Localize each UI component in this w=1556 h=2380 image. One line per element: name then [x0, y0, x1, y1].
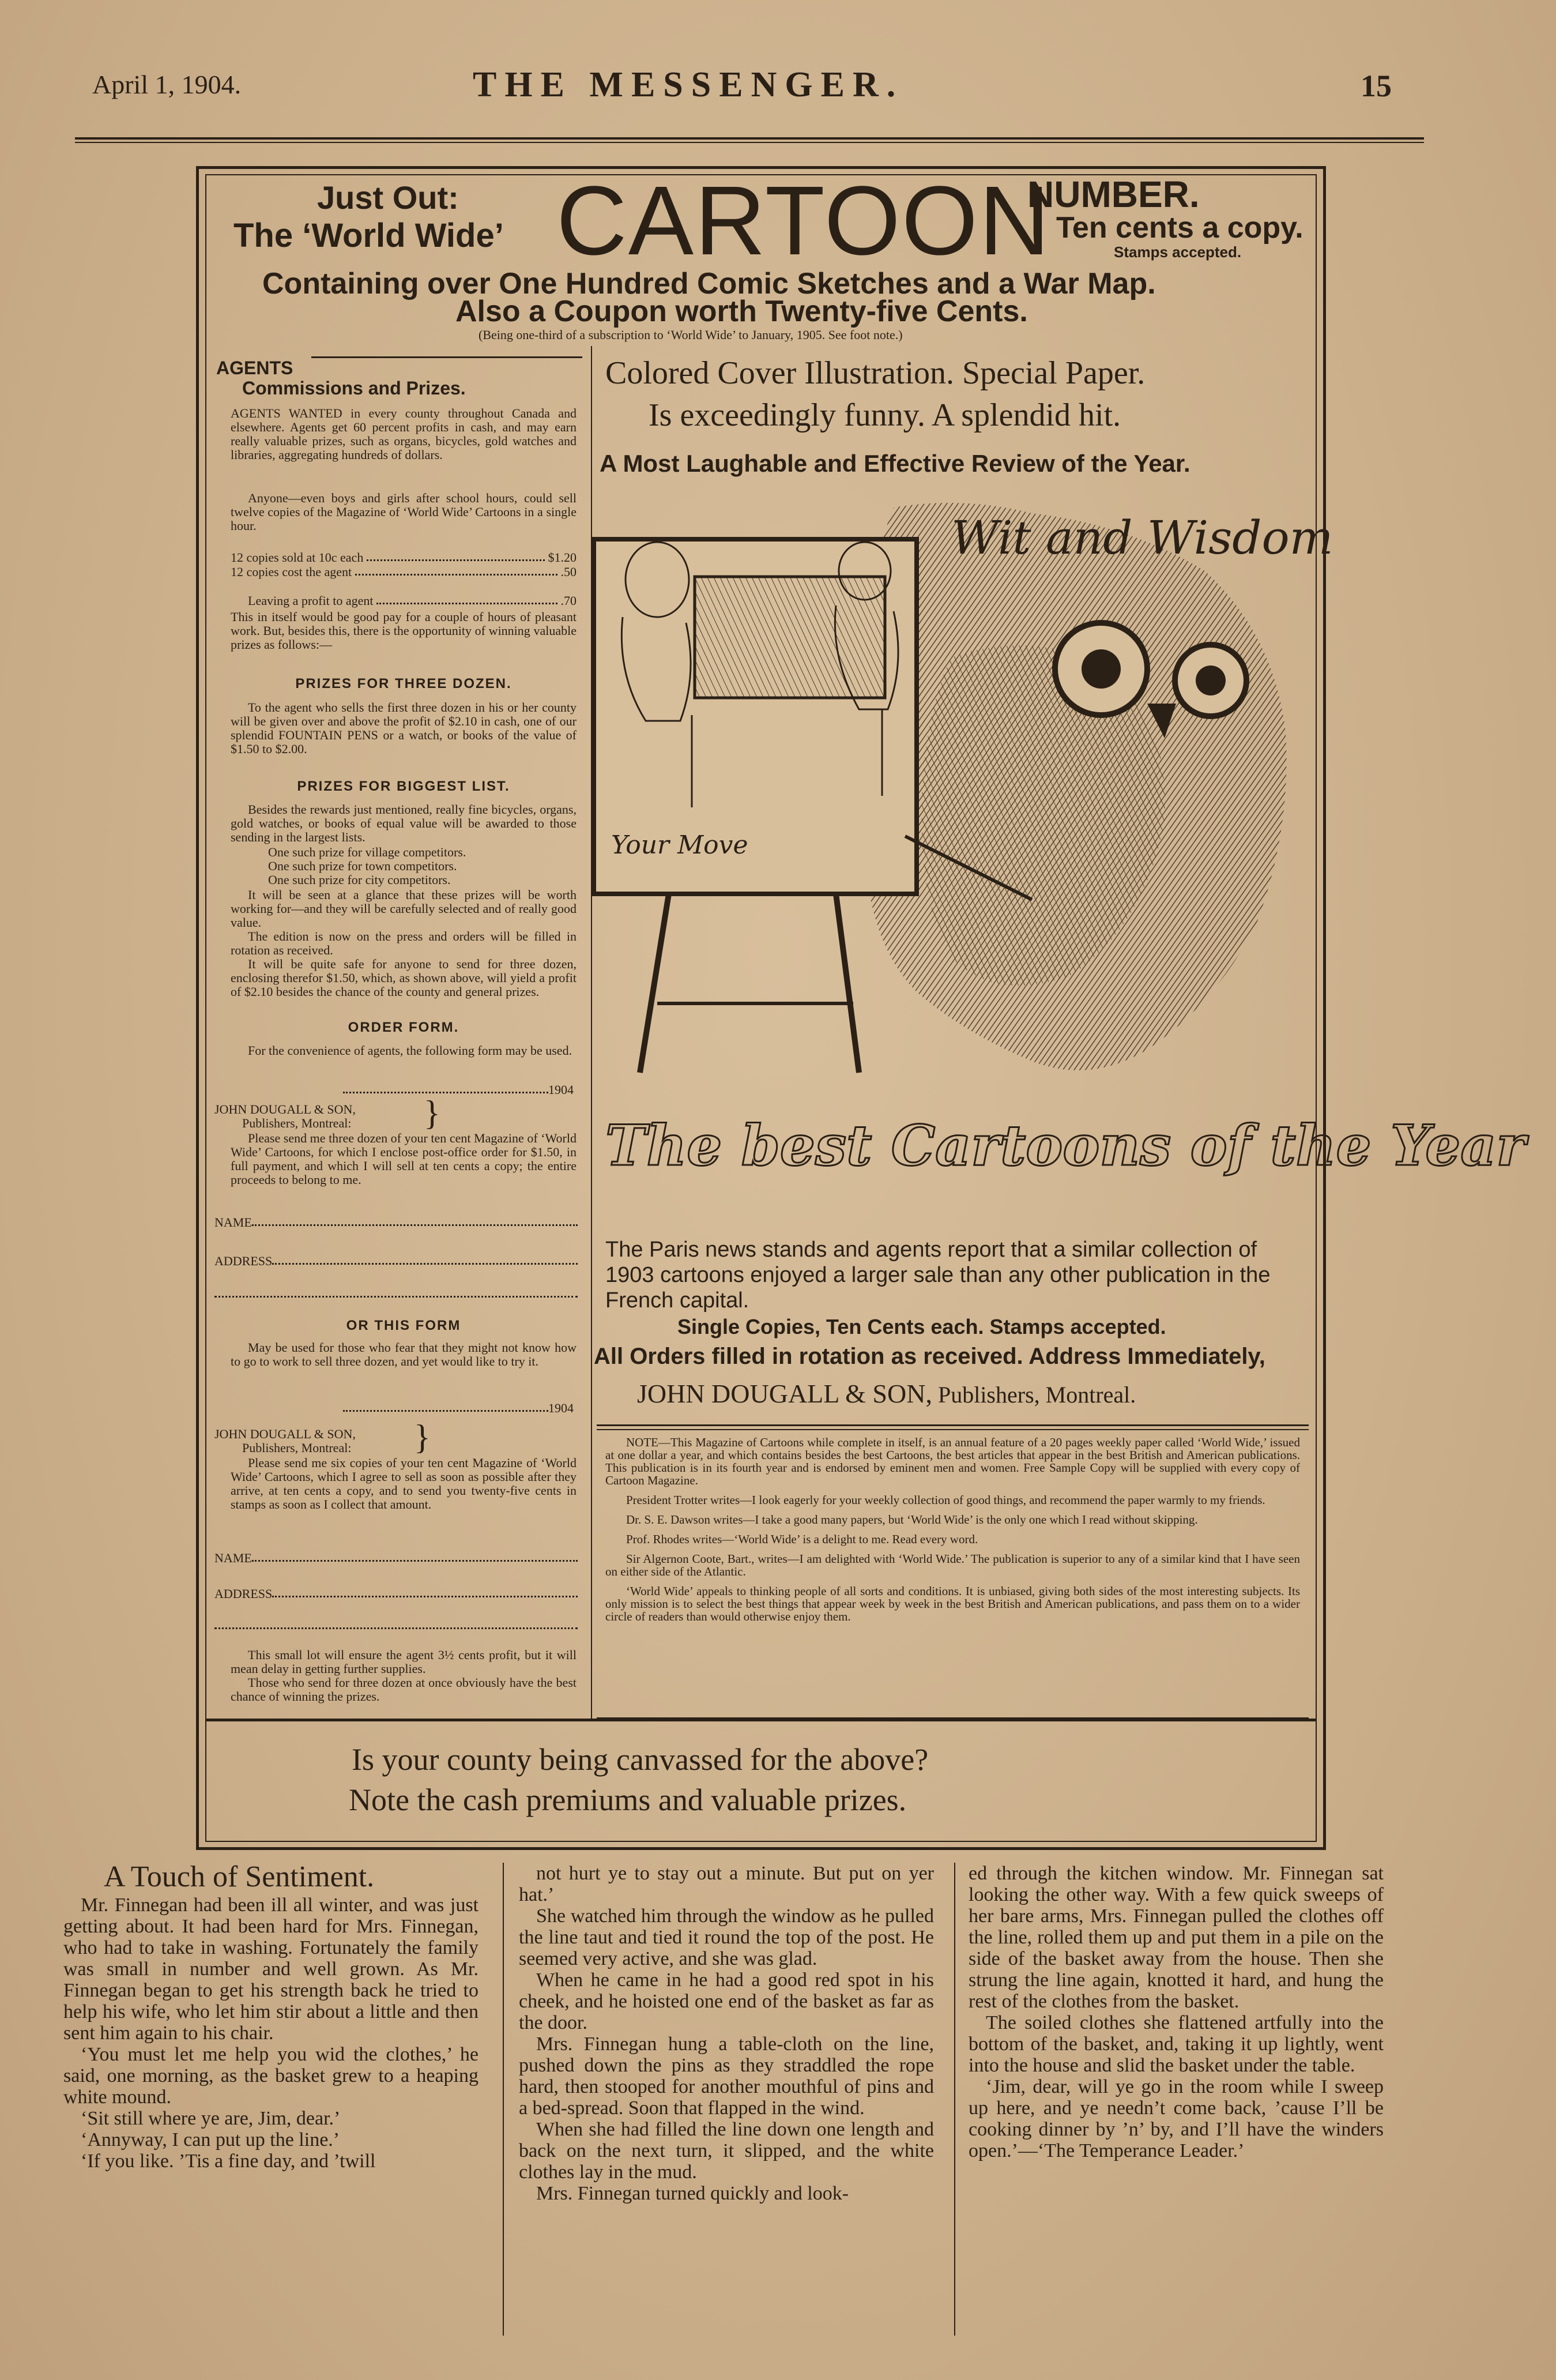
story-column-1 — [63, 1894, 479, 2172]
agents-rule — [311, 356, 582, 358]
orders-line: All Orders filled in rotation as received. Address Immediately, — [594, 1344, 1265, 1369]
note-coote: Sir Algernon Coote, Bart., writes—I am delighted with ‘World Wide.’ The publication is superior to any of a similar kind that I have seen on either side of the Atlantic. — [605, 1552, 1300, 1578]
story-paragraph: ‘If you like. ’Tis a fine day, and ’twill — [81, 2150, 376, 2172]
story-paragraph: not hurt ye to stay out a minute. But put on yer hat.’ — [519, 1863, 934, 1905]
address-label: ADDRESS — [214, 1254, 273, 1268]
story-paragraph: ‘You must let me help you wid the clothes,’ he said, one morning, as the basket grew to a heaping white mound. — [63, 2044, 479, 2108]
order-form-1-text: Please send me three dozen of your ten cent Magazine of ‘World Wide’ Cartoons, for which I enclose post-office order for $1.50, in full payment, and which I will sell at ten cents a copy; the entire proceeds to belong to me. — [231, 1131, 577, 1187]
story-paragraph: When he came in he had a good red spot in his cheek, and he hoisted one end of the basket as far as the door. — [519, 1969, 934, 2033]
address-field-2 — [214, 1587, 578, 1601]
order-form-2-date — [343, 1401, 574, 1415]
story-paragraph: Mrs. Finnegan turned quickly and look- — [536, 2183, 849, 2204]
paris-text: The Paris news stands and agents report that a similar collection of 1903 cartoons enjoyed a larger sale than any other publication in the French capital. — [605, 1238, 1271, 1313]
prize-town: One such prize for town competitors. — [268, 859, 457, 873]
order-form-1-date — [343, 1083, 574, 1097]
publishers-1: Publishers, Montreal: — [242, 1116, 352, 1130]
profit-value: .70 — [560, 593, 577, 608]
name-label: NAME — [214, 1215, 252, 1230]
cash-premiums-line: Note the cash premiums and valuable prizes. — [349, 1783, 907, 1817]
note-rule — [597, 1429, 1309, 1430]
note-text-block — [605, 1436, 1300, 1630]
easel-leg-right — [836, 894, 859, 1073]
easel-leg-left — [640, 894, 669, 1073]
sold-label: 12 copies sold at 10c each — [231, 550, 364, 565]
prizes-three-heading: PRIZES FOR THREE DOZEN. — [295, 676, 512, 691]
itself-text: This in itself would be good pay for a couple of hours of pleasant work. But, besides this, there is the opportunity of winning valuable prizes as follows:— — [231, 610, 577, 652]
profit-label: Leaving a profit to agent — [248, 593, 374, 608]
address-field-1 — [214, 1254, 578, 1268]
note-rhodes: Prof. Rhodes writes—‘World Wide’ is a delight to me. Read every word. — [626, 1532, 978, 1546]
addressee-1: JOHN DOUGALL & SON, — [214, 1102, 356, 1116]
dot-leader — [355, 565, 557, 576]
best-chance-text: Those who send for three dozen at once obviously have the best chance of winning the prizes. — [231, 1675, 577, 1704]
or-this-form-heading: OR THIS FORM — [346, 1318, 461, 1333]
address-label: ADDRESS — [214, 1586, 273, 1601]
prizes-three-text: To the agent who sells the first three dozen in his or her county will be given over and above the profit of $2.10 in cash, one of our splendid FOUNTAIN PENS or a watch, or books of the value of $1.50 to $2.00. — [231, 700, 577, 756]
order-form-heading: ORDER FORM. — [348, 1020, 459, 1035]
story-paragraph: Mrs. Finnegan hung a table-cloth on the line, pushed down the pins as they straddled the rope hard, then stooped for another mouthful of pins and a bed-spread. Soon that flapped in the wind. — [519, 2033, 934, 2119]
note-appeals: ‘World Wide’ appeals to thinking people of all sorts and conditions. It is unbiased, giving both sides of the most interesting subjects. Its only mission is to select the best things that appear week by week in the best British and American publications, and pass them on to a wider circle of readers than would otherwise enjoy them. — [605, 1584, 1300, 1623]
small-lot-text: This small lot will ensure the agent 3½ cents profit, but it will mean delay in getting further supplies. — [231, 1648, 577, 1676]
note-dawson: Dr. S. E. Dawson writes—I take a good many papers, but ‘World Wide’ is the only one which I read without skipping. — [626, 1513, 1198, 1526]
dot-leader — [367, 551, 544, 561]
agents-heading: AGENTS — [216, 358, 293, 378]
story-paragraph: ‘Jim, dear, will ye go in the room while I sweep up here, and ye needn’t come back, ’cause I’ll be cooking dinner by ’n’ by, and I’ll have the winders open.’—‘The Temperance Leader.’ — [969, 2076, 1384, 2161]
coupon-line: Also a Coupon worth Twenty-five Cents. — [455, 295, 1028, 328]
newspaper-title: THE MESSENGER. — [473, 65, 904, 104]
story-paragraph: ‘Annyway, I can put up the line.’ — [81, 2129, 340, 2150]
cartoon-headline: CARTOON — [556, 166, 1051, 276]
publisher-location: Publishers, Montreal. — [932, 1382, 1136, 1408]
single-copies-line: Single Copies, Ten Cents each. Stamps accepted. — [677, 1315, 1166, 1338]
story-column-3 — [969, 1863, 1384, 2161]
name-input[interactable] — [252, 1551, 578, 1562]
story-column-2 — [519, 1863, 934, 2204]
laughable-line: A Most Laughable and Effective Review of the Year. — [600, 450, 1190, 477]
world-wide-label: The ‘World Wide’ — [233, 217, 504, 254]
dot-leader — [376, 594, 557, 604]
prize-village: One such prize for village competitors. — [268, 845, 466, 859]
order-form-2-text: Please send me six copies of your ten cent Magazine of ‘World Wide’ Cartoons, which I agree to sell as soon as possible after they arrive, at ten cents a copy, and to send you twenty-five cents in stamps as soon as I collect that amount. — [231, 1456, 577, 1512]
safe-text: It will be quite safe for anyone to send for three dozen, enclosing therefor $1.50, which, as shown above, will yield a profit of $2.10 besides the chance of the county and general prizes. — [231, 957, 577, 999]
funny-line: Is exceedingly funny. A splendid hit. — [649, 397, 1121, 433]
glance-text: It will be seen at a glance that these prizes will be worth working for—and they will be carefully selected and of really good value. — [231, 888, 577, 930]
publisher-name: JOHN DOUGALL & SON, — [637, 1379, 932, 1408]
owl-pupil-left — [1082, 649, 1121, 689]
cost-value: .50 — [560, 565, 577, 579]
address-line-2[interactable] — [214, 1292, 578, 1298]
story-title: A Touch of Sentiment. — [104, 1860, 375, 1893]
story-paragraph: She watched him through the window as he pulled the line taut and tied it round the top of the post. He seemed very active, and she was glad. — [519, 1905, 934, 1969]
issue-date: April 1, 1904. — [92, 70, 242, 99]
county-separator — [205, 1719, 1317, 1721]
best-cartoons-label: The best Cartoons of the Year — [605, 1113, 1526, 1178]
wit-wisdom-label: Wit and Wisdom — [951, 511, 1333, 565]
publishers-2: Publishers, Montreal: — [242, 1441, 352, 1455]
year-label: 1904 — [548, 1082, 574, 1097]
anyone-text: Anyone—even boys and girls after school hours, could sell twelve copies of the Magazine of ‘World Wide’ Cartoons in a single hour. — [231, 491, 577, 533]
note-main: NOTE—This Magazine of Cartoons while complete in itself, is an annual feature of a 20 pages weekly paper called ‘World Wide,’ issued at one dollar a year, and which contains besides the best Cartoons, the best articles that appear in the best British and American publications. This publication is in its fourth year and is endorsed by eminent men and women. Free Sample Copy will be supplied with every copy of Cartoon Magazine. — [605, 1435, 1300, 1487]
date-line[interactable] — [343, 1401, 548, 1412]
address-line-2[interactable] — [214, 1623, 578, 1629]
order-intro-text: For the convenience of agents, the following form may be used. — [248, 1043, 572, 1058]
containing-line: Containing over One Hundred Comic Sketches and a War Map. — [262, 267, 1156, 300]
story-column-divider — [503, 1863, 504, 2336]
price-label: Ten cents a copy. — [1056, 211, 1303, 245]
name-label: NAME — [214, 1551, 252, 1565]
just-out-label: Just Out: — [317, 179, 459, 216]
story-paragraph: Mr. Finnegan had been ill all winter, and was just getting about. It had been hard for Mrs. Finnegan, who had to take in washing. Fortunately the family was small in number and well grown. As Mr. Finnegan began to get his strength back he tried to help his wife, who let him stir about a little and then sent him again to his chair. — [63, 1894, 479, 2044]
county-question: Is your county being canvassed for the above? — [352, 1742, 929, 1777]
page-number: 15 — [1361, 69, 1392, 103]
owl-pupil-right — [1196, 666, 1226, 695]
name-field-1 — [214, 1216, 578, 1230]
address-input[interactable] — [272, 1254, 578, 1265]
stamps-accepted-small: Stamps accepted. — [1114, 243, 1242, 261]
cost-label: 12 copies cost the agent — [231, 565, 352, 579]
story-paragraph: The soiled clothes she flattened artfully into the bottom of the basket, and, taking it up lightly, went into the house and slid the basket under the table. — [969, 2012, 1384, 2076]
prize-city: One such prize for city competitors. — [268, 873, 451, 887]
sold-row — [231, 551, 577, 565]
story-paragraph: When she had filled the line down one length and back on the next turn, it slipped, and the white clothes lay in the mud. — [519, 2119, 934, 2183]
owl-cartoon-illustration — [594, 484, 1526, 1205]
colored-cover-line: Colored Cover Illustration. Special Paper. — [605, 355, 1146, 391]
profit-row — [231, 594, 577, 608]
cost-row — [231, 565, 577, 579]
date-line[interactable] — [343, 1083, 548, 1093]
publisher-line — [637, 1378, 1136, 1409]
your-move-label: Your Move — [611, 830, 748, 860]
story-paragraph: ed through the kitchen window. Mr. Finnegan sat looking the other way. With a few quick sweeps of her bare arms, Mrs. Finnegan pulled the clothes off the line, rolled them up and put them in a pile on the side of the basket away from the house. Then she strung the line again, knotted it hard, and hung the rest of the clothes from the basket. — [969, 1863, 1384, 2012]
brace-2: } — [414, 1418, 431, 1456]
commissions-heading: Commissions and Prizes. — [242, 378, 466, 398]
name-field-2 — [214, 1551, 578, 1565]
story-paragraph: ‘Sit still where ye are, Jim, dear.’ — [81, 2108, 341, 2129]
year-label: 1904 — [548, 1401, 574, 1415]
agents-wanted-text: AGENTS WANTED in every county throughout Canada and elsewhere. Agents get 60 percent profits in cash, and may earn really valuable prizes, such as organs, bicycles, gold watches and libraries, aggregating hundreds of dollars. — [231, 406, 577, 462]
name-input[interactable] — [252, 1216, 578, 1226]
masthead-rule — [75, 137, 1424, 143]
address-input[interactable] — [272, 1587, 578, 1597]
sold-value: $1.20 — [548, 550, 577, 565]
prizes-biggest-text: Besides the rewards just mentioned, really fine bicycles, organs, gold watches, or books of equal value will be awarded to those sending in the largest lists. — [231, 802, 577, 844]
note-trotter: President Trotter writes—I look eagerly for your weekly collection of good things, and recommend the paper warmly to my friends. — [626, 1493, 1265, 1507]
story-column-divider — [954, 1863, 955, 2336]
chessboard — [695, 577, 885, 698]
addressee-2: JOHN DOUGALL & SON, — [214, 1427, 356, 1441]
brace-1: } — [424, 1094, 440, 1132]
subscription-note: (Being one-third of a subscription to ‘World Wide’ to January, 1905. See foot note.) — [479, 328, 903, 342]
or-this-text: May be used for those who fear that they might not know how to go to work to sell three dozen, and yet would like to try it. — [231, 1340, 577, 1368]
edition-text: The edition is now on the press and orders will be filled in rotation as received. — [231, 929, 577, 957]
prizes-biggest-heading: PRIZES FOR BIGGEST LIST. — [297, 779, 510, 794]
number-label: NUMBER. — [1027, 174, 1200, 215]
